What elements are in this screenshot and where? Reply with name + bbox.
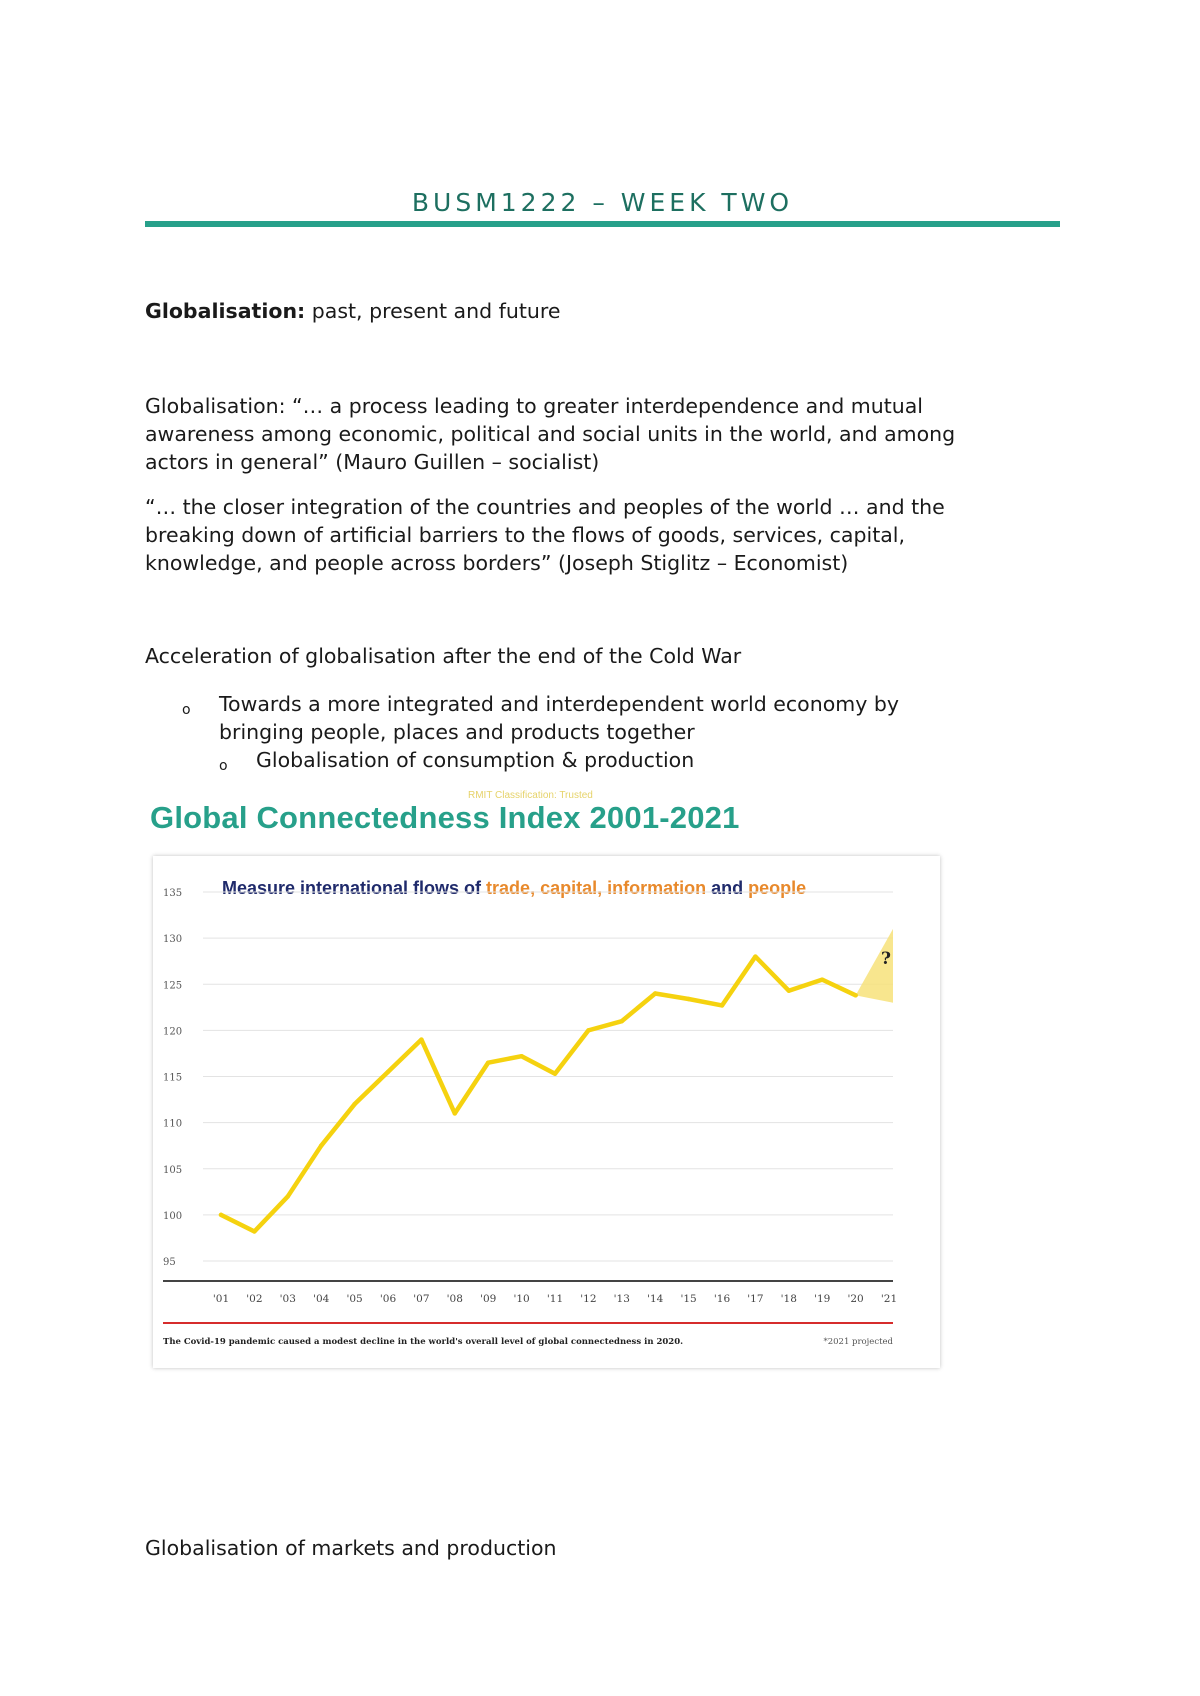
section-heading: Globalisation of markets and production: [145, 1536, 557, 1560]
bullet-text: [219, 690, 899, 746]
x-tick-label: '10: [513, 1293, 530, 1305]
data-point: [686, 997, 690, 1001]
classification-label: RMIT Classification: Trusted: [468, 790, 593, 801]
data-point: [519, 1054, 523, 1058]
topic-line: [145, 297, 1060, 325]
data-point: [252, 1229, 256, 1233]
x-tick-label: '13: [613, 1293, 630, 1305]
y-tick-label: 105: [163, 1164, 183, 1176]
y-tick-label: 110: [163, 1118, 183, 1130]
data-point: [653, 991, 657, 995]
x-tick-label: '20: [847, 1293, 864, 1305]
y-tick-label: 100: [163, 1210, 183, 1222]
data-point: [453, 1111, 457, 1115]
x-tick-label: '07: [413, 1293, 430, 1305]
chart-title-part: and: [706, 878, 749, 898]
topic-rest: past, present and future: [305, 299, 561, 323]
chart-title-part: Measure international flows of: [222, 878, 487, 898]
data-point: [352, 1102, 356, 1106]
x-tick-label: '11: [546, 1293, 564, 1305]
topic-bold: Globalisation:: [145, 299, 306, 323]
data-point: [853, 993, 857, 997]
title-underline: [145, 221, 1060, 227]
x-tick-label: '18: [780, 1293, 797, 1305]
y-tick-label: 115: [163, 1072, 183, 1084]
bullet-line: bringing people, places and products together: [219, 720, 695, 744]
x-tick-label: '09: [480, 1293, 497, 1305]
acceleration-heading: Acceleration of globalisation after the end of the Cold War: [145, 644, 742, 668]
projection-marker: ?: [881, 948, 891, 969]
x-tick-label: '03: [279, 1293, 296, 1305]
bullet-marker: o: [219, 758, 228, 774]
y-tick-label: 120: [163, 1026, 183, 1038]
data-point: [820, 977, 824, 981]
data-point: [553, 1072, 557, 1076]
x-tick-label: '12: [580, 1293, 597, 1305]
y-tick-label: 135: [163, 888, 183, 899]
definition-line: awareness among economic, political and social units in the world, and among: [145, 422, 956, 446]
data-point: [286, 1194, 290, 1198]
data-point: [620, 1019, 624, 1023]
data-point: [419, 1037, 423, 1041]
chart-title: [222, 878, 806, 898]
definition-line: Globalisation: “… a process leading to greater interdependence and mutual: [145, 394, 923, 418]
x-tick-label: '15: [680, 1293, 697, 1305]
definition-line: actors in general” (Mauro Guillen – socialist): [145, 450, 600, 474]
definition-line: “… the closer integration of the countries and peoples of the world … and the: [145, 495, 945, 519]
definition-line: breaking down of artificial barriers to the flows of goods, services, capital,: [145, 523, 906, 547]
x-tick-label: '04: [313, 1293, 330, 1305]
x-tick-label: '19: [814, 1293, 831, 1305]
chart-frame: [153, 856, 940, 1368]
x-tick-label: '01: [212, 1293, 230, 1305]
figure-heading: Global Connectedness Index 2001-2021: [150, 800, 740, 835]
definition-guillen: [145, 392, 1060, 476]
x-tick-label: '05: [346, 1293, 363, 1305]
x-tick-label: '02: [246, 1293, 263, 1305]
definition-line: knowledge, and people across borders” (Joseph Stiglitz – Economist): [145, 551, 849, 575]
data-point: [486, 1060, 490, 1064]
sub-bullet-text: Globalisation of consumption & production: [256, 748, 695, 772]
chart-footnote: The Covid-19 pandemic caused a modest decline in the world's overall level of global connectedness in 2020.: [163, 1337, 684, 1347]
chart-title-part: people: [748, 878, 807, 898]
document-title: BUSM1222 – WEEK TWO: [411, 188, 794, 217]
chart-title-part: trade, capital, information: [486, 878, 707, 898]
projected-note: *2021 projected: [823, 1337, 893, 1347]
data-point: [386, 1070, 390, 1074]
x-tick-label: '14: [647, 1293, 664, 1305]
bullet-line: Towards a more integrated and interdependent world economy by: [219, 692, 899, 716]
definition-stiglitz: [145, 493, 1060, 577]
series-line: [221, 957, 856, 1232]
x-tick-label: '21: [880, 1293, 898, 1305]
data-point: [720, 1003, 724, 1007]
line-chart: [153, 856, 940, 1368]
bullet-marker: o: [182, 702, 191, 718]
x-tick-label: '06: [379, 1293, 397, 1305]
y-tick-label: 95: [163, 1257, 176, 1268]
data-point: [586, 1028, 590, 1032]
y-tick-label: 125: [163, 980, 183, 992]
x-tick-label: '08: [446, 1293, 463, 1305]
y-tick-label: 130: [163, 934, 183, 946]
data-point: [787, 989, 791, 993]
x-tick-label: '16: [713, 1293, 731, 1305]
x-tick-label: '17: [747, 1293, 764, 1305]
data-point: [319, 1143, 323, 1147]
data-point: [753, 954, 757, 958]
data-point: [219, 1213, 223, 1217]
